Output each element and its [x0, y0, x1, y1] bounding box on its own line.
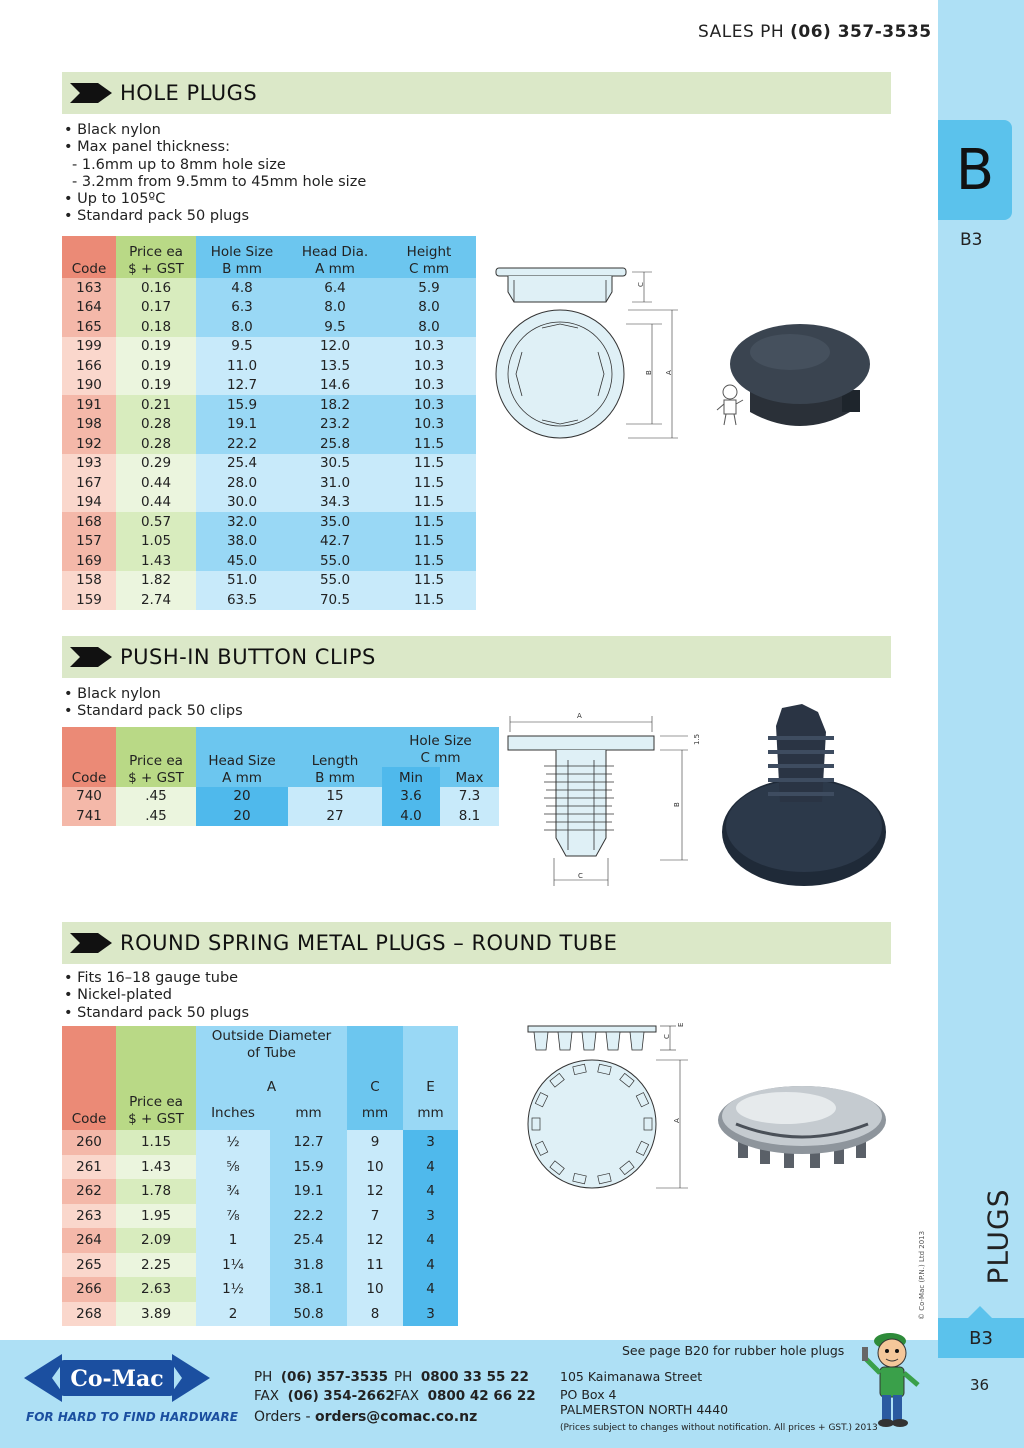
header-line: B mm [315, 769, 355, 786]
cell-e: 3 [403, 1204, 458, 1229]
cell-head-dia: 23.2 [288, 415, 382, 435]
cell-inches: 1¼ [196, 1253, 270, 1278]
table-row [62, 395, 476, 415]
button-clips-table [62, 727, 499, 826]
cell-code: 265 [62, 1253, 116, 1278]
cell-code: 261 [62, 1155, 116, 1180]
bullet: • Standard pack 50 plugs [64, 1004, 250, 1021]
contact-fax2 [394, 1388, 536, 1404]
cell-inches: ½ [196, 1130, 270, 1155]
cell-code: 193 [62, 454, 116, 474]
cell-price: 0.28 [116, 434, 196, 454]
bullet: • Standard pack 50 clips [64, 703, 243, 720]
cell-price: 0.19 [116, 356, 196, 376]
table-row [62, 337, 476, 357]
cell-height: 11.5 [382, 434, 476, 454]
table-row [62, 454, 476, 474]
section-bar-hole-plugs [62, 72, 891, 114]
col-header-inches: Inches [196, 1096, 270, 1130]
cell-price: 0.29 [116, 454, 196, 474]
table-row [62, 551, 476, 571]
contact-orders [254, 1409, 477, 1425]
col-header-head-dia [288, 236, 382, 278]
address-line: 105 Kaimanawa Street [560, 1369, 703, 1384]
cell-height: 10.3 [382, 356, 476, 376]
cell-height: 8.0 [382, 298, 476, 318]
cell-min: 3.6 [382, 787, 440, 807]
cell-head-size: 20 [196, 787, 288, 807]
cell-length: 27 [288, 806, 382, 826]
table-row [62, 434, 476, 454]
header-line: $ + GST [128, 769, 184, 786]
col-header-od [196, 1026, 347, 1074]
col-header-head-size [196, 727, 288, 787]
label: FAX [254, 1388, 280, 1404]
cell-hole-size: 19.1 [196, 415, 288, 435]
table-row [62, 298, 476, 318]
cell-e: 4 [403, 1155, 458, 1180]
col-header-min: Min [382, 767, 440, 787]
cell-code: 168 [62, 512, 116, 532]
cell-code: 199 [62, 337, 116, 357]
dim-label-a: A [665, 370, 673, 375]
cell-height: 11.5 [382, 571, 476, 591]
phone[interactable]: 0800 33 55 22 [420, 1369, 529, 1385]
page-code-top: B3 [960, 230, 983, 250]
cell-head-dia: 42.7 [288, 532, 382, 552]
cell-head-dia: 12.0 [288, 337, 382, 357]
label: FAX [394, 1388, 420, 1404]
cell-c: 12 [347, 1228, 403, 1253]
orders-email-link[interactable]: orders@comac.co.nz [315, 1409, 478, 1425]
header-line: C mm [420, 750, 461, 766]
cell-code: 191 [62, 395, 116, 415]
cell-code: 166 [62, 356, 116, 376]
cell-price: 0.18 [116, 317, 196, 337]
spring-tab [644, 1118, 652, 1130]
dim-label-b: B [645, 370, 653, 375]
section-bar-button-clips [62, 636, 891, 678]
col-header-hole-size [196, 236, 288, 278]
cell-height: 10.3 [382, 376, 476, 396]
table-row [62, 1155, 458, 1180]
dim-label-c: C [663, 1034, 671, 1039]
cell-price: 1.43 [116, 551, 196, 571]
col-header-price [116, 236, 196, 278]
bullet: - 3.2mm from 9.5mm to 45mm hole size [72, 173, 367, 190]
cell-head-dia: 70.5 [288, 590, 382, 610]
col-header-height [382, 236, 476, 278]
cell-height: 10.3 [382, 337, 476, 357]
cell-head-dia: 30.5 [288, 454, 382, 474]
cell-height: 10.3 [382, 415, 476, 435]
spring-plug-photo [716, 1080, 886, 1172]
cell-hole-size: 32.0 [196, 512, 288, 532]
header-line: of Tube [247, 1045, 296, 1061]
header-line: Hole Size [409, 733, 472, 749]
col-header-price [116, 1026, 196, 1130]
cell-code: 266 [62, 1277, 116, 1302]
label: Orders - [254, 1409, 316, 1425]
hole-plug-diagram [492, 262, 692, 442]
col-header-hole-size [382, 727, 499, 767]
mascot-icon [715, 382, 745, 427]
cell-code: 260 [62, 1130, 116, 1155]
cell-hole-size: 12.7 [196, 376, 288, 396]
table-row [62, 1130, 458, 1155]
cell-code: 264 [62, 1228, 116, 1253]
dim-label-a: A [577, 712, 582, 720]
section-title: HOLE PLUGS [120, 81, 258, 105]
cell-e: 4 [403, 1179, 458, 1204]
spring-tab [532, 1118, 540, 1130]
cell-code: 167 [62, 473, 116, 493]
cell-code: 165 [62, 317, 116, 337]
cell-price: 0.28 [116, 415, 196, 435]
cell-inches: 1 [196, 1228, 270, 1253]
cell-code: 157 [62, 532, 116, 552]
table-row [62, 376, 476, 396]
bullet: • Fits 16–18 gauge tube [64, 970, 239, 986]
cell-price: 0.17 [116, 298, 196, 318]
comac-logo[interactable] [22, 1350, 212, 1406]
header-line: Length [311, 752, 359, 769]
cell-mm: 15.9 [270, 1155, 347, 1180]
cell-mm: 38.1 [270, 1277, 347, 1302]
cell-price: 1.15 [116, 1130, 196, 1155]
cell-mm: 25.4 [270, 1228, 347, 1253]
cell-code: 190 [62, 376, 116, 396]
dim-label-e: E [677, 1022, 685, 1027]
cell-height: 11.5 [382, 473, 476, 493]
cell-hole-size: 22.2 [196, 434, 288, 454]
cell-height: 11.5 [382, 590, 476, 610]
cell-e: 4 [403, 1228, 458, 1253]
arrow-icon [70, 933, 112, 953]
cell-head-dia: 18.2 [288, 395, 382, 415]
spring-plugs-table [62, 1026, 458, 1326]
cell-price: 2.74 [116, 590, 196, 610]
cell-price: 2.25 [116, 1253, 196, 1278]
hole-plugs-bullets [64, 122, 366, 226]
cell-c: 10 [347, 1277, 403, 1302]
cell-height: 5.9 [382, 278, 476, 298]
sales-label: SALES PH [698, 22, 785, 42]
cell-head-dia: 35.0 [288, 512, 382, 532]
table-row [62, 493, 476, 513]
table-row [62, 1228, 458, 1253]
price-note: (Prices subject to changes without notification. All prices + GST.) 2013 [560, 1423, 878, 1433]
table-row [62, 806, 499, 826]
cell-price: 1.78 [116, 1179, 196, 1204]
table-row [62, 415, 476, 435]
cell-height: 11.5 [382, 532, 476, 552]
header-line: B mm [222, 261, 262, 277]
table-row [62, 1277, 458, 1302]
col-header-mm: mm [270, 1096, 347, 1130]
cell-hole-size: 30.0 [196, 493, 288, 513]
table-row [62, 1253, 458, 1278]
cell-head-dia: 34.3 [288, 493, 382, 513]
contact-fax [254, 1388, 395, 1404]
header-line: Hole Size [210, 244, 274, 260]
col-header-max: Max [440, 767, 499, 787]
cell-code: 740 [62, 787, 116, 807]
table-row [62, 1204, 458, 1229]
cell-price: 2.09 [116, 1228, 196, 1253]
cell-code: 198 [62, 415, 116, 435]
cell-code: 158 [62, 571, 116, 591]
page-code-bottom: B3 [938, 1318, 1024, 1358]
cell-c: 12 [347, 1179, 403, 1204]
cell-code: 262 [62, 1179, 116, 1204]
header-line: Head Size [208, 752, 276, 769]
cell-code: 159 [62, 590, 116, 610]
cell-c: 11 [347, 1253, 403, 1278]
tagline: FOR HARD TO FIND HARDWARE [26, 1410, 238, 1424]
col-header-e: E [403, 1026, 458, 1096]
section-title: ROUND SPRING METAL PLUGS – ROUND TUBE [120, 931, 618, 955]
cell-price: 0.16 [116, 278, 196, 298]
cell-price: 0.57 [116, 512, 196, 532]
header-line: Price ea [129, 752, 183, 769]
cell-price: 2.63 [116, 1277, 196, 1302]
cell-hole-size: 63.5 [196, 590, 288, 610]
header-line: $ + GST [128, 1111, 184, 1127]
spring-plugs-bullets [64, 970, 249, 1022]
cell-price: 1.82 [116, 571, 196, 591]
header-line: Outside Diameter [211, 1028, 332, 1044]
address-line: PO Box 4 [560, 1387, 617, 1402]
table-row [62, 1179, 458, 1204]
cell-hole-size: 25.4 [196, 454, 288, 474]
col-header-code: Code [62, 727, 116, 787]
cell-hole-size: 9.5 [196, 337, 288, 357]
cell-head-dia: 8.0 [288, 298, 382, 318]
table-row [62, 278, 476, 298]
dim-label-1-5: 1.5 [693, 733, 701, 745]
table-row [62, 356, 476, 376]
button-clip-photo [722, 702, 888, 890]
see-page-note: See page B20 for rubber hole plugs [622, 1343, 845, 1358]
cell-hole-size: 28.0 [196, 473, 288, 493]
cell-price: 1.95 [116, 1204, 196, 1229]
header-line: A mm [222, 769, 262, 786]
logo-text: Co-Mac [70, 1366, 164, 1392]
spring-plug-diagram [526, 1022, 696, 1192]
cell-inches: 2 [196, 1302, 270, 1327]
cell-length: 15 [288, 787, 382, 807]
cell-code: 741 [62, 806, 116, 826]
cell-c: 7 [347, 1204, 403, 1229]
label: PH [394, 1369, 413, 1385]
cell-height: 10.3 [382, 395, 476, 415]
button-clips-bullets [64, 686, 243, 721]
cell-head-dia: 25.8 [288, 434, 382, 454]
contact-ph2 [394, 1369, 529, 1385]
table-row [62, 473, 476, 493]
header-line: C mm [408, 261, 450, 277]
cell-price: 0.44 [116, 493, 196, 513]
cell-code: 268 [62, 1302, 116, 1327]
header-line: $ + GST [128, 261, 184, 277]
cell-code: 194 [62, 493, 116, 513]
cell-mm: 50.8 [270, 1302, 347, 1327]
cell-code: 192 [62, 434, 116, 454]
header-line: Price ea [129, 1094, 183, 1110]
cell-mm: 22.2 [270, 1204, 347, 1229]
cell-head-dia: 6.4 [288, 278, 382, 298]
cell-c: 8 [347, 1302, 403, 1327]
address-line: PALMERSTON NORTH 4440 [560, 1402, 729, 1417]
table-row [62, 317, 476, 337]
cell-height: 8.0 [382, 317, 476, 337]
bullet: • Nickel-plated [64, 987, 172, 1004]
cell-min: 4.0 [382, 806, 440, 826]
cell-height: 11.5 [382, 551, 476, 571]
header-line: Price ea [129, 244, 183, 260]
cell-e: 4 [403, 1277, 458, 1302]
bullet: • Max panel thickness: [64, 139, 230, 156]
col-header-code: Code [62, 1026, 116, 1130]
cell-c: 10 [347, 1155, 403, 1180]
bullet: • Up to 105ºC [64, 191, 166, 208]
section-title: PUSH-IN BUTTON CLIPS [120, 645, 376, 669]
col-header-code: Code [62, 236, 116, 278]
sales-phone-header [698, 22, 932, 42]
cell-head-dia: 13.5 [288, 356, 382, 376]
cell-max: 8.1 [440, 806, 499, 826]
header-line: Head Dia. [301, 244, 369, 260]
cell-code: 163 [62, 278, 116, 298]
bullet: • Standard pack 50 plugs [64, 208, 250, 225]
cell-price: 0.21 [116, 395, 196, 415]
cell-price: 0.19 [116, 376, 196, 396]
category-label: PLUGS [981, 1188, 1015, 1285]
table-row [62, 571, 476, 591]
cell-code: 169 [62, 551, 116, 571]
label: PH [254, 1369, 273, 1385]
cell-mm: 12.7 [270, 1130, 347, 1155]
cell-head-dia: 55.0 [288, 551, 382, 571]
col-header-e-mm: mm [403, 1096, 458, 1130]
col-header-length [288, 727, 382, 787]
bullet: • Black nylon [64, 686, 161, 702]
cell-e: 4 [403, 1253, 458, 1278]
category-label-box [948, 1180, 1024, 1285]
col-header-price [116, 727, 196, 787]
contact-ph [254, 1369, 388, 1385]
header-line: Height [406, 244, 452, 260]
cell-price: 0.19 [116, 337, 196, 357]
cell-mm: 31.8 [270, 1253, 347, 1278]
cell-e: 3 [403, 1130, 458, 1155]
section-letter: B [955, 137, 995, 203]
section-bar-spring-plugs [62, 922, 891, 964]
phone[interactable]: (06) 357-3535 [280, 1369, 389, 1385]
cell-inches: ¾ [196, 1179, 270, 1204]
dim-label-a: A [673, 1118, 681, 1123]
cell-price: 1.05 [116, 532, 196, 552]
cell-inches: ⁵⁄₈ [196, 1155, 270, 1180]
header-line: A mm [315, 261, 355, 277]
cell-hole-size: 15.9 [196, 395, 288, 415]
cell-price: .45 [116, 806, 196, 826]
hole-plugs-table [62, 236, 476, 610]
cell-height: 11.5 [382, 454, 476, 474]
cell-code: 164 [62, 298, 116, 318]
hole-plug-photo [730, 322, 870, 432]
fax: 0800 42 66 22 [427, 1388, 536, 1404]
button-clip-diagram [504, 708, 704, 890]
cell-height: 11.5 [382, 493, 476, 513]
cell-price: 1.43 [116, 1155, 196, 1180]
table-row [62, 787, 499, 807]
cell-price: 0.44 [116, 473, 196, 493]
table-row [62, 1302, 458, 1327]
cell-mm: 19.1 [270, 1179, 347, 1204]
table-row [62, 532, 476, 552]
dim-label-c: C [578, 872, 583, 880]
table-row [62, 512, 476, 532]
table-row [62, 590, 476, 610]
copyright: © Co-Mac (P.N.) Ltd 2013 [918, 1230, 926, 1320]
cell-hole-size: 11.0 [196, 356, 288, 376]
bullet: • Black nylon [64, 122, 161, 138]
cell-head-dia: 31.0 [288, 473, 382, 493]
arrow-icon [70, 83, 112, 103]
dim-label-c: C [637, 282, 645, 287]
col-header-a: A [196, 1074, 347, 1096]
section-tab[interactable] [938, 120, 1012, 220]
cell-c: 9 [347, 1130, 403, 1155]
col-header-c: C [347, 1026, 403, 1096]
cell-height: 11.5 [382, 512, 476, 532]
cell-price: .45 [116, 787, 196, 807]
cell-head-dia: 14.6 [288, 376, 382, 396]
bullet: - 1.6mm up to 8mm hole size [72, 156, 286, 173]
cell-hole-size: 8.0 [196, 317, 288, 337]
cell-e: 3 [403, 1302, 458, 1327]
cell-head-dia: 9.5 [288, 317, 382, 337]
cell-code: 263 [62, 1204, 116, 1229]
cell-hole-size: 6.3 [196, 298, 288, 318]
cell-hole-size: 45.0 [196, 551, 288, 571]
cell-max: 7.3 [440, 787, 499, 807]
dim-label-b: B [673, 802, 681, 807]
page-number: 36 [970, 1376, 990, 1394]
arrow-icon [70, 647, 112, 667]
col-header-c-mm: mm [347, 1096, 403, 1130]
cell-hole-size: 38.0 [196, 532, 288, 552]
fax: (06) 354-2662 [287, 1388, 395, 1404]
cell-hole-size: 51.0 [196, 571, 288, 591]
sales-phone: (06) 357-3535 [790, 22, 932, 42]
cell-inches: ⁷⁄₈ [196, 1204, 270, 1229]
cell-head-dia: 55.0 [288, 571, 382, 591]
cell-hole-size: 4.8 [196, 278, 288, 298]
mascot-icon [860, 1325, 924, 1429]
cell-inches: 1½ [196, 1277, 270, 1302]
cell-head-size: 20 [196, 806, 288, 826]
cell-price: 3.89 [116, 1302, 196, 1327]
